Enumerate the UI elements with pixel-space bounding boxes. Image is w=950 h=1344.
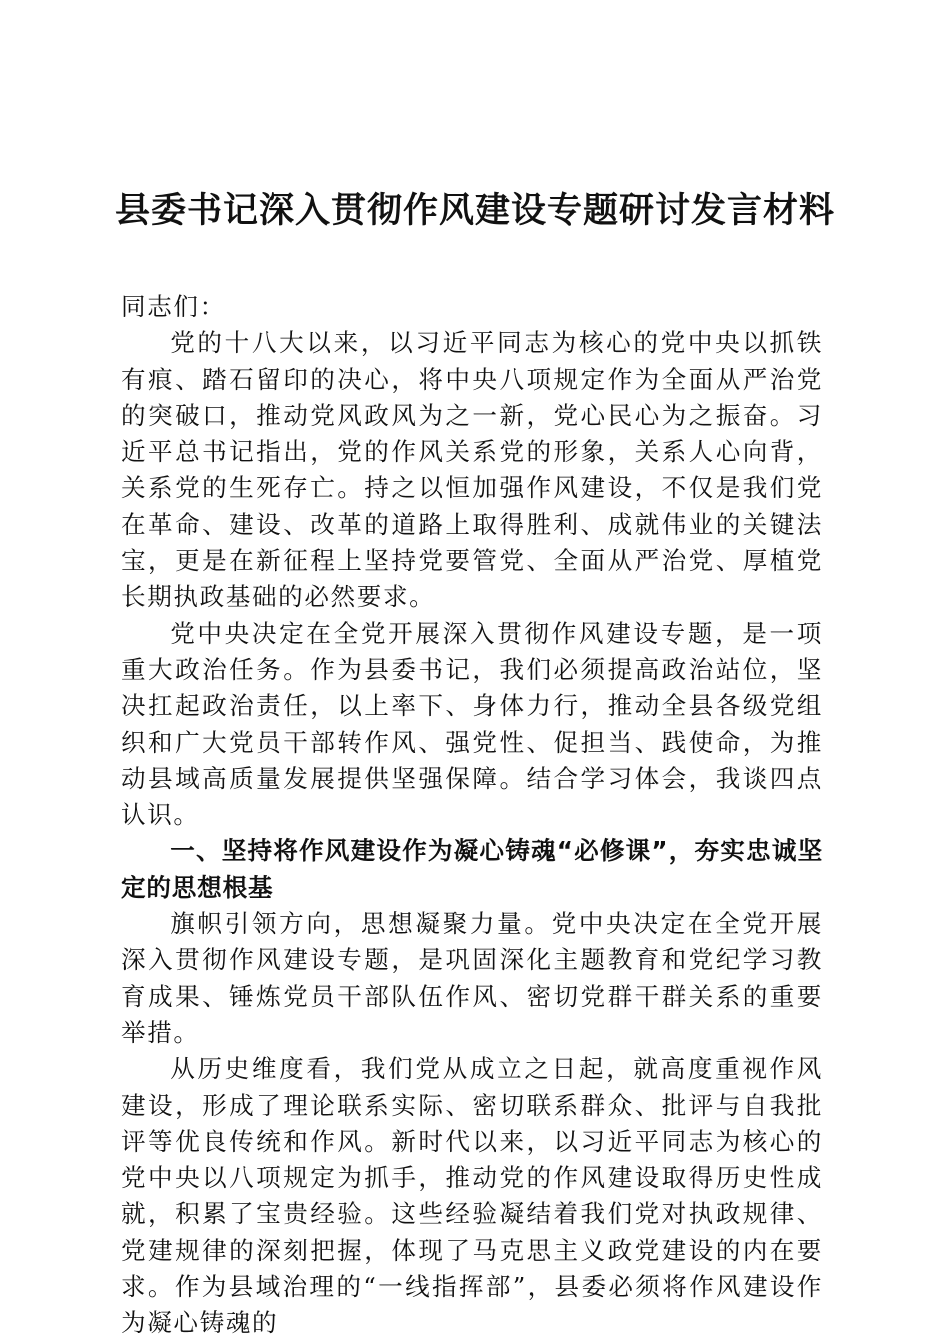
paragraph-intro-2: 党中央决定在全党开展深入贯彻作风建设专题，是一项重大政治任务。作为县委书记，我们必须提高政治站位，坚决扛起政治责任，以上率下、身体力行，推动全县各级党组织和广大党员干部转作风、强党性、促担当、践使命，为推动县域高质量发展提供坚强保障。结合学习体会，我谈四点认识。 [121, 618, 823, 830]
document-body [121, 289, 823, 1342]
paragraph-section-1-2: 从历史维度看，我们党从成立之日起，就高度重视作风建设，形成了理论联系实际、密切联系群众、批评与自我批评等优良传统和作风。新时代以来，以习近平同志为核心的党中央以八项规定为抓手，推动党的作风建设取得历史性成就，积累了宝贵经验。这些经验凝结着我们党对执政规律、党建规律的深刻把握，体现了马克思主义政党建设的内在要求。作为县域治理的“一线指挥部”，县委必须将作风建设作为凝心铸魂的 [121, 1054, 823, 1338]
paragraph-section-1-1: 旗帜引领方向，思想凝聚力量。党中央决定在全党开展深入贯彻作风建设专题，是巩固深化主题教育和党纪学习教育成果、锤炼党员干部队伍作风、密切党群干群关系的重要举措。 [121, 909, 823, 1047]
paragraph-intro-1: 党的十八大以来，以习近平同志为核心的党中央以抓铁有痕、踏石留印的决心，将中央八项规定作为全面从严治党的突破口，推动党风政风为之一新，党心民心为之振奋。习近平总书记指出，党的作风关系党的形象，关系人心向背，关系党的生死存亡。持之以恒加强作风建设，不仅是我们党在革命、建设、改革的道路上取得胜利、成就伟业的关键法宝，更是在新征程上坚持党要管党、全面从严治党、厚植党长期执政基础的必然要求。 [121, 328, 823, 612]
salutation: 同志们： [121, 292, 226, 321]
section-heading-1: 一、坚持将作风建设作为凝心铸魂“必修课”，夯实忠诚坚定的思想根基 [121, 836, 823, 902]
document-title: 县委书记深入贯彻作风建设专题研讨发言材料 [114, 190, 835, 231]
